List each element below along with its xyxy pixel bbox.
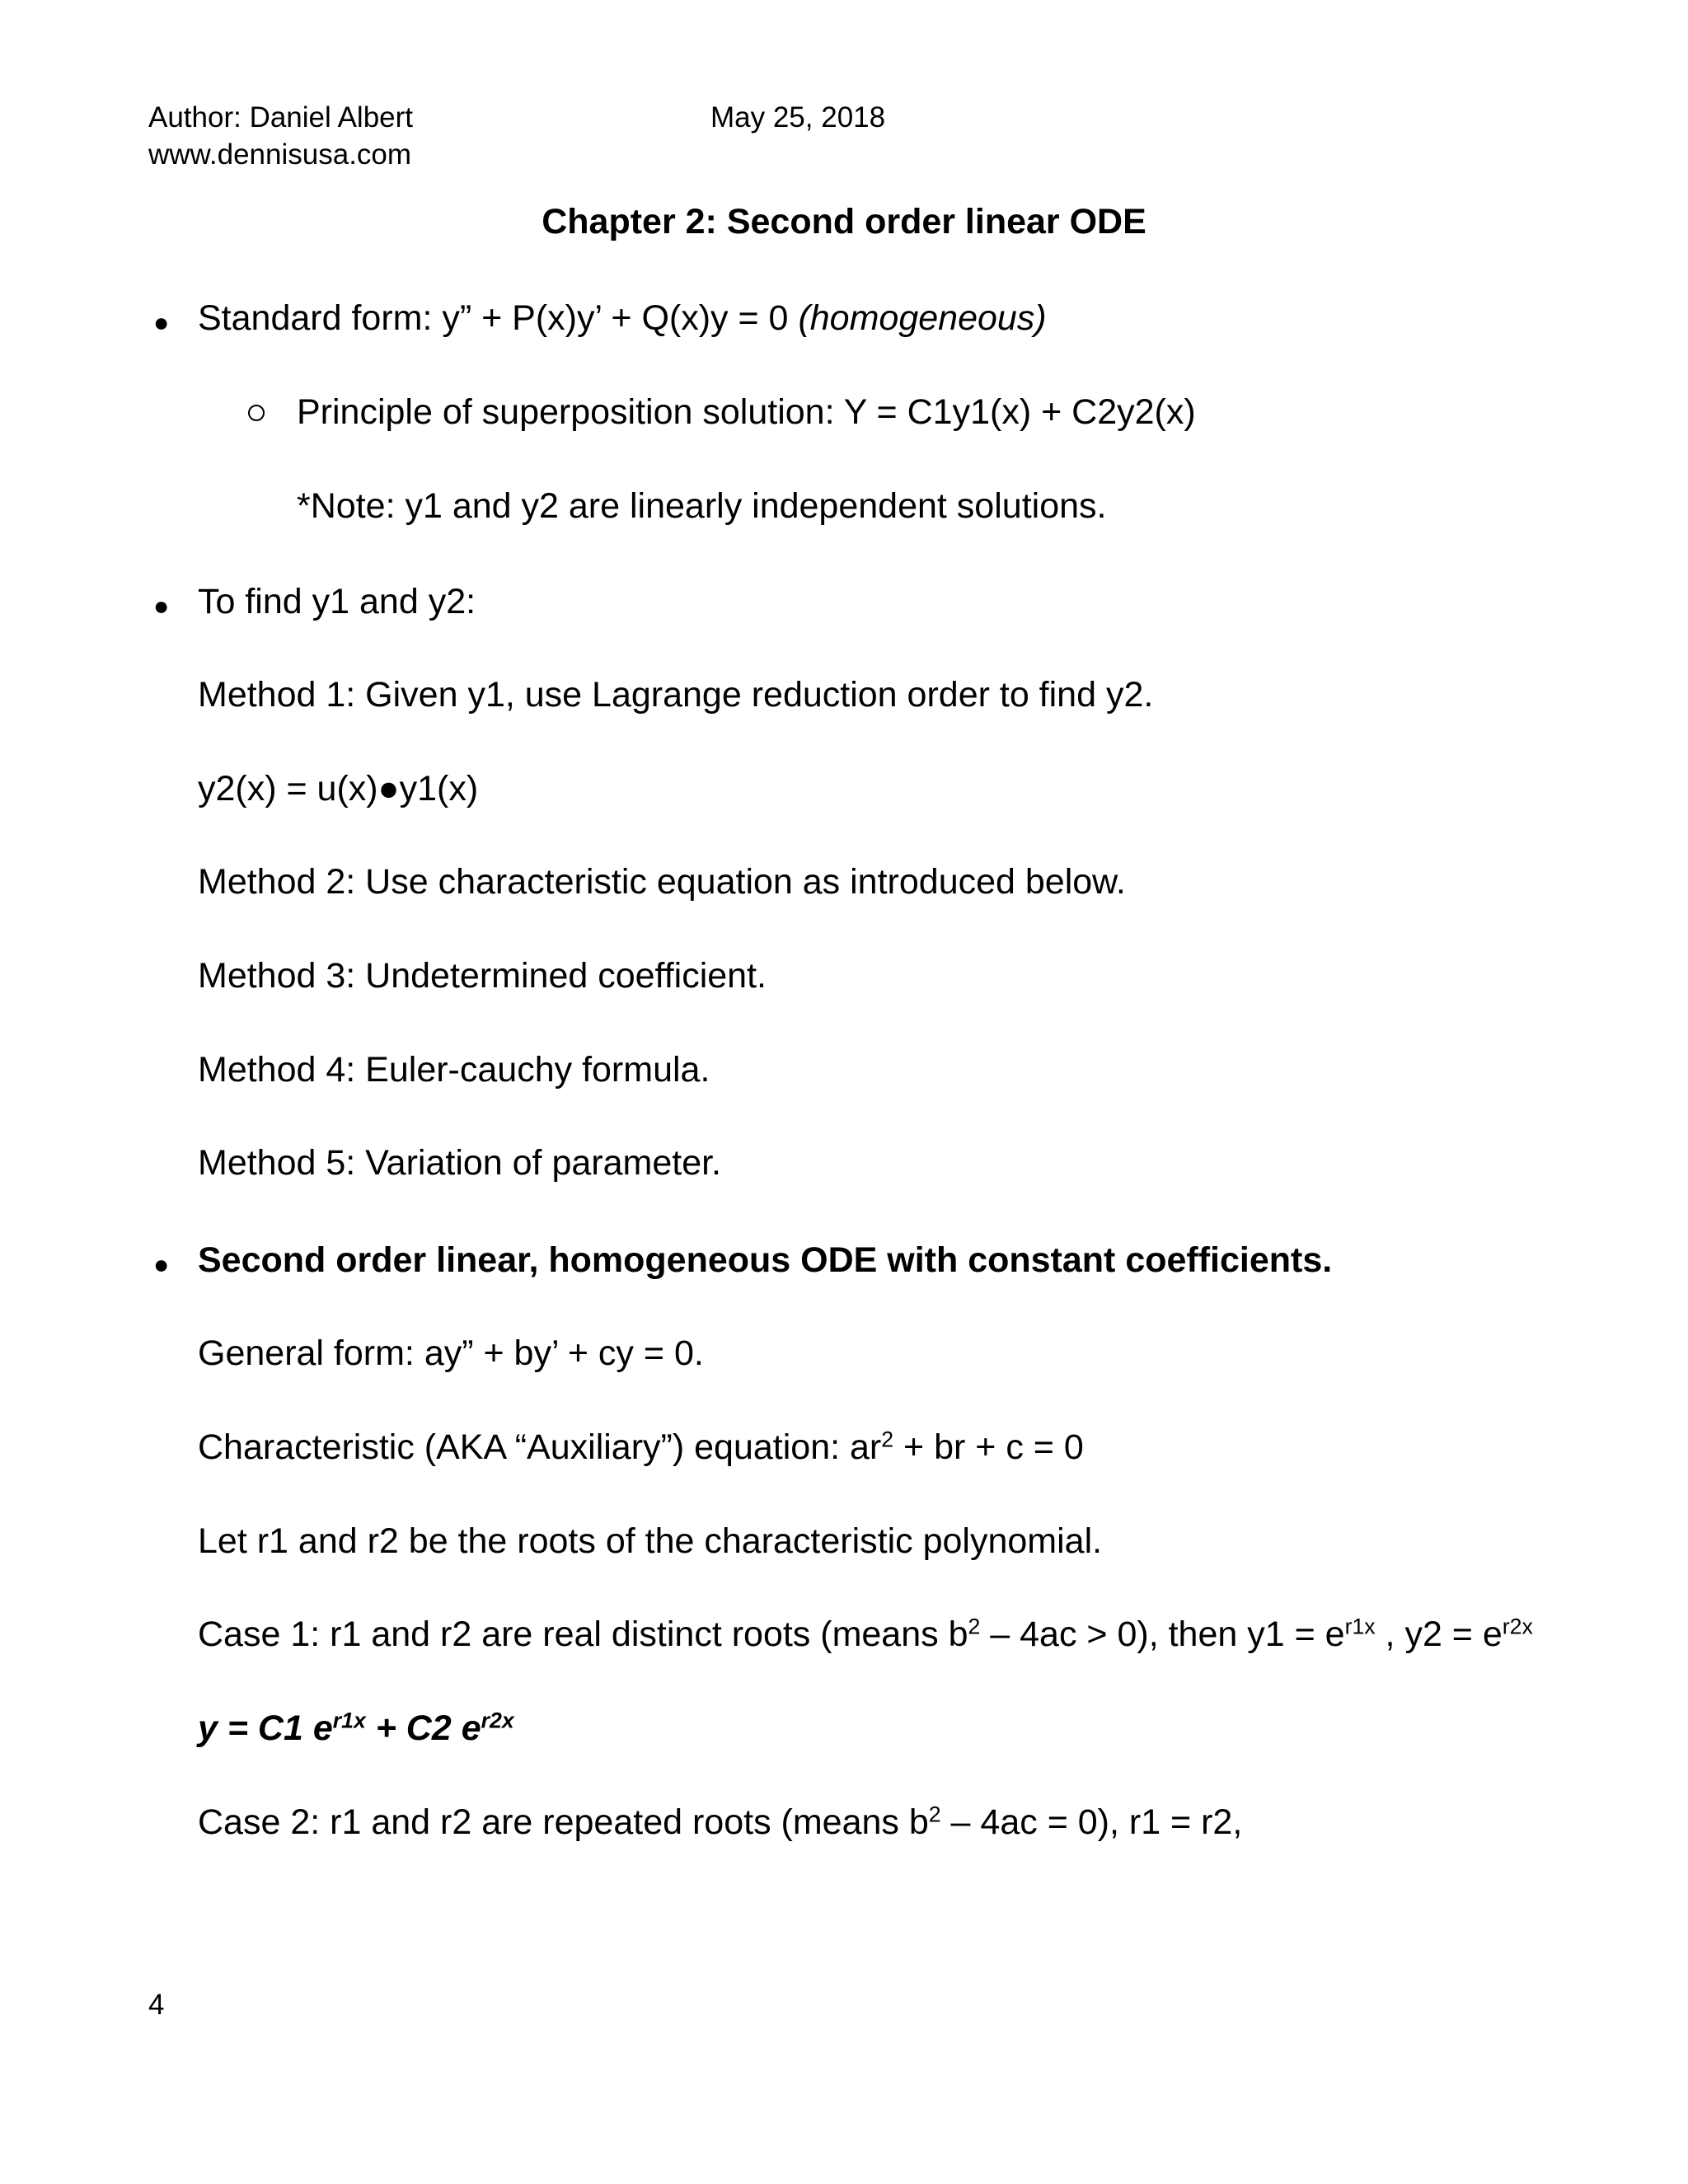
find-y1-y2-line: To find y1 and y2: [198, 582, 476, 621]
website-line: www.dennisusa.com [148, 138, 412, 171]
method-2-line: Method 2: Use characteristic equation as introduced below. [198, 862, 1126, 902]
date-line: May 25, 2018 [710, 101, 886, 134]
bullet-icon: ● [153, 307, 170, 337]
page-number: 4 [148, 1989, 165, 2021]
method-4-line: Method 4: Euler-cauchy formula. [198, 1050, 710, 1090]
general-form-line: General form: ay” + by’ + cy = 0. [198, 1333, 704, 1373]
bullet-icon: ● [153, 591, 170, 621]
superposition-line: Principle of superposition solution: Y = C1y1(x) + C2y2(x) [297, 392, 1196, 432]
circle-bullet-icon [248, 405, 265, 424]
bullet-icon: ● [153, 1249, 170, 1279]
note-line: *Note: y1 and y2 are linearly independent solutions. [297, 486, 1107, 526]
roots-line: Let r1 and r2 be the roots of the characteristic polynomial. [198, 1521, 1103, 1561]
case-1-line: Case 1: r1 and r2 are real distinct roots (means $b^2 - 4ac > 0$), then $y1 = e^{r1x}$ , $y2 = e^{r2x}$ [198, 1614, 1533, 1654]
method-3-line: Method 3: Undetermined coefficient. [198, 956, 767, 996]
case-2-line: Case 2: r1 and r2 are repeated roots (means $b^2 - 4ac = 0$), r1 = r2, [198, 1802, 1243, 1842]
constant-coefficients-heading: Second order linear, homogeneous ODE with constant coefficients. [198, 1240, 1333, 1280]
method-1-line: Method 1: Given y1, use Lagrange reduction order to find y2. [198, 675, 1154, 715]
case-1-solution: y = C1 $e^{r1x} + C2$ $e^{r2x}$ [198, 1708, 514, 1748]
characteristic-equation-line: Characteristic (AKA “Auxiliary”) equation: $ar^2$ + br + c = 0 [198, 1427, 1084, 1467]
formula-line: y2(x) = u(x)●y1(x) [198, 769, 479, 808]
chapter-title: Chapter 2: Second order linear ODE [542, 202, 1146, 241]
method-5-line: Method 5: Variation of parameter. [198, 1143, 722, 1183]
standard-form-line [198, 298, 1047, 338]
author-line: Author: Daniel Albert [148, 101, 414, 134]
standard-form-text: Standard form: y” + P(x)y’ + Q(x)y = 0 [198, 298, 789, 338]
homogeneous-label: (homogeneous) [798, 298, 1047, 338]
